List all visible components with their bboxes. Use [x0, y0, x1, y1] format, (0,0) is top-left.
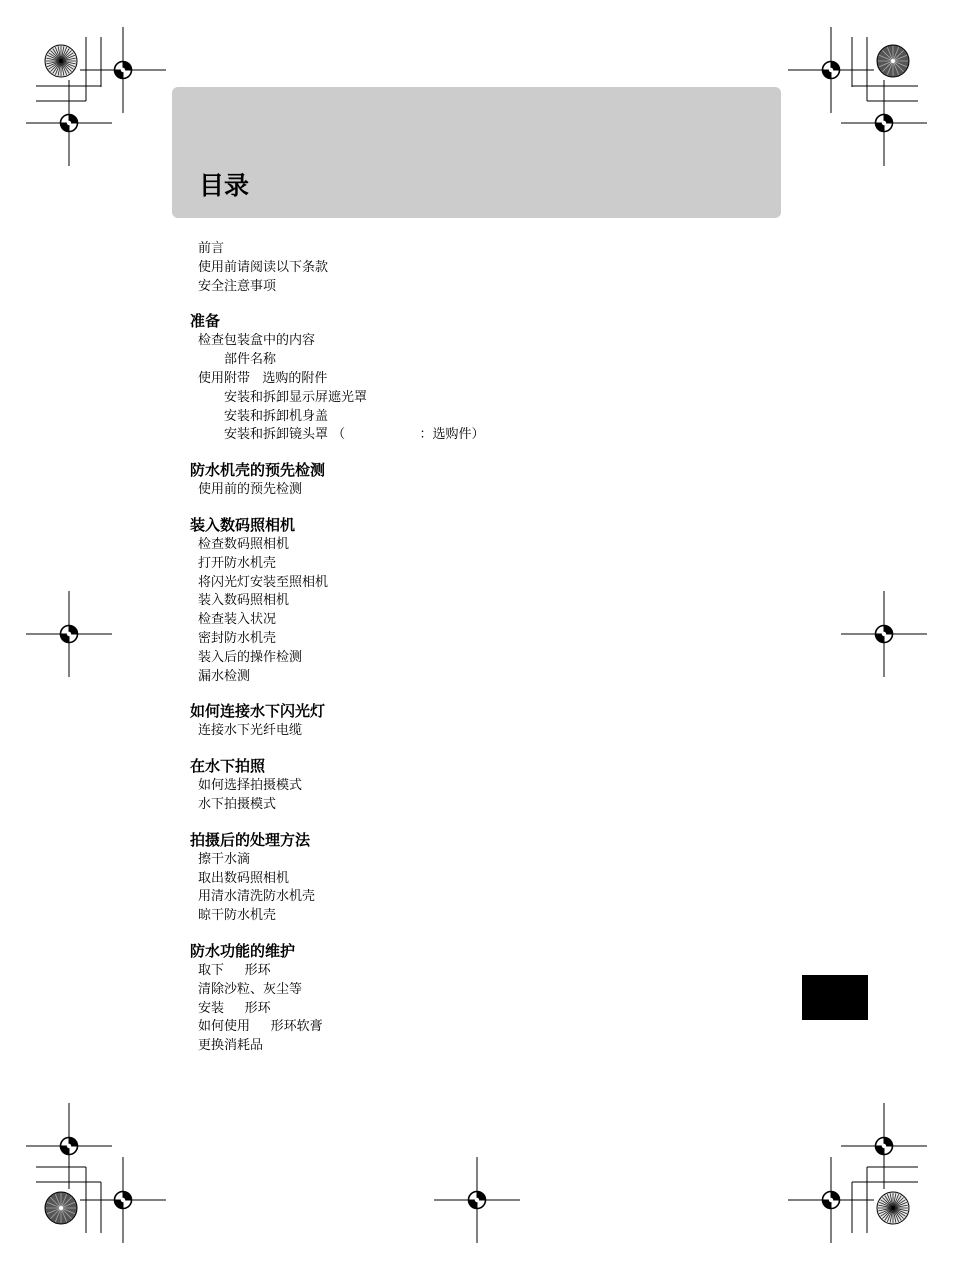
toc-item[interactable]: 取出数码照相机 — [198, 870, 290, 886]
toc-item[interactable]: 取下 形环 — [198, 962, 271, 978]
toc-item[interactable]: 安装 形环 — [198, 1000, 271, 1016]
toc-item[interactable]: 装入数码照相机 — [198, 593, 290, 609]
toc-item[interactable]: 更换消耗品 — [198, 1038, 264, 1054]
toc-item[interactable]: 水下拍摄模式 — [198, 796, 277, 812]
toc-section-title[interactable]: 在水下拍照 — [190, 757, 266, 776]
toc-subitem[interactable]: 部件名称 — [224, 352, 277, 368]
toc-item[interactable]: 晾干防水机壳 — [198, 908, 277, 924]
toc-item[interactable]: 检查包装盒中的内容 — [198, 333, 316, 349]
toc-item[interactable]: 将闪光灯安装至照相机 — [198, 574, 329, 590]
toc-subitem[interactable]: 安装和拆卸显示屏遮光罩 — [224, 389, 368, 405]
toc-item[interactable]: 安全注意事项 — [198, 278, 277, 294]
toc-item[interactable]: 擦干水滴 — [198, 851, 251, 867]
toc-section — [190, 756, 750, 815]
toc-section-title[interactable]: 拍摄后的处理方法 — [190, 830, 311, 849]
toc-item[interactable]: 前言 — [198, 241, 225, 256]
toc-item[interactable]: 如何选择拍摄模式 — [198, 778, 303, 794]
toc-item[interactable]: 打开防水机壳 — [198, 555, 277, 571]
toc-section-title[interactable]: 准备 — [190, 312, 221, 331]
toc-item[interactable]: 漏水检测 — [198, 668, 251, 684]
table-of-contents — [190, 240, 750, 1071]
toc-section — [190, 515, 750, 686]
toc-item[interactable]: 装入后的操作检测 — [198, 649, 303, 665]
toc-section-title[interactable]: 防水功能的维护 — [190, 941, 296, 960]
toc-item[interactable]: 使用前的预先检测 — [198, 482, 303, 498]
toc-section-title[interactable]: 如何连接水下闪光灯 — [190, 702, 326, 721]
toc-subitem[interactable]: 安装和拆卸镜头罩 （ ：选购件） — [224, 427, 485, 443]
page-tab-marker — [802, 975, 868, 1020]
toc-item[interactable]: 使用附带 选购的附件 — [198, 370, 328, 386]
title-banner — [172, 87, 781, 218]
toc-section — [190, 701, 750, 741]
toc-section — [190, 830, 750, 926]
toc-section-title[interactable]: 装入数码照相机 — [190, 515, 296, 534]
toc-section — [190, 941, 750, 1056]
toc-item[interactable]: 密封防水机壳 — [198, 630, 277, 646]
toc-item[interactable]: 清除沙粒、灰尘等 — [198, 981, 303, 997]
page-title: 目录 — [199, 171, 250, 200]
toc-section — [190, 311, 750, 445]
toc-section — [190, 460, 750, 500]
toc-item[interactable]: 连接水下光纤电缆 — [198, 723, 303, 739]
toc-item[interactable]: 如何使用 形环软膏 — [198, 1019, 323, 1035]
toc-section-title[interactable]: 防水机壳的预先检测 — [190, 461, 326, 480]
toc-item[interactable]: 检查数码照相机 — [198, 536, 290, 552]
toc-intro-group — [190, 240, 750, 296]
toc-item[interactable]: 检查装入状况 — [198, 612, 277, 628]
toc-item[interactable]: 使用前请阅读以下条款 — [198, 259, 329, 275]
toc-subitem[interactable]: 安装和拆卸机身盖 — [224, 408, 329, 424]
toc-item[interactable]: 用清水清洗防水机壳 — [198, 889, 316, 905]
